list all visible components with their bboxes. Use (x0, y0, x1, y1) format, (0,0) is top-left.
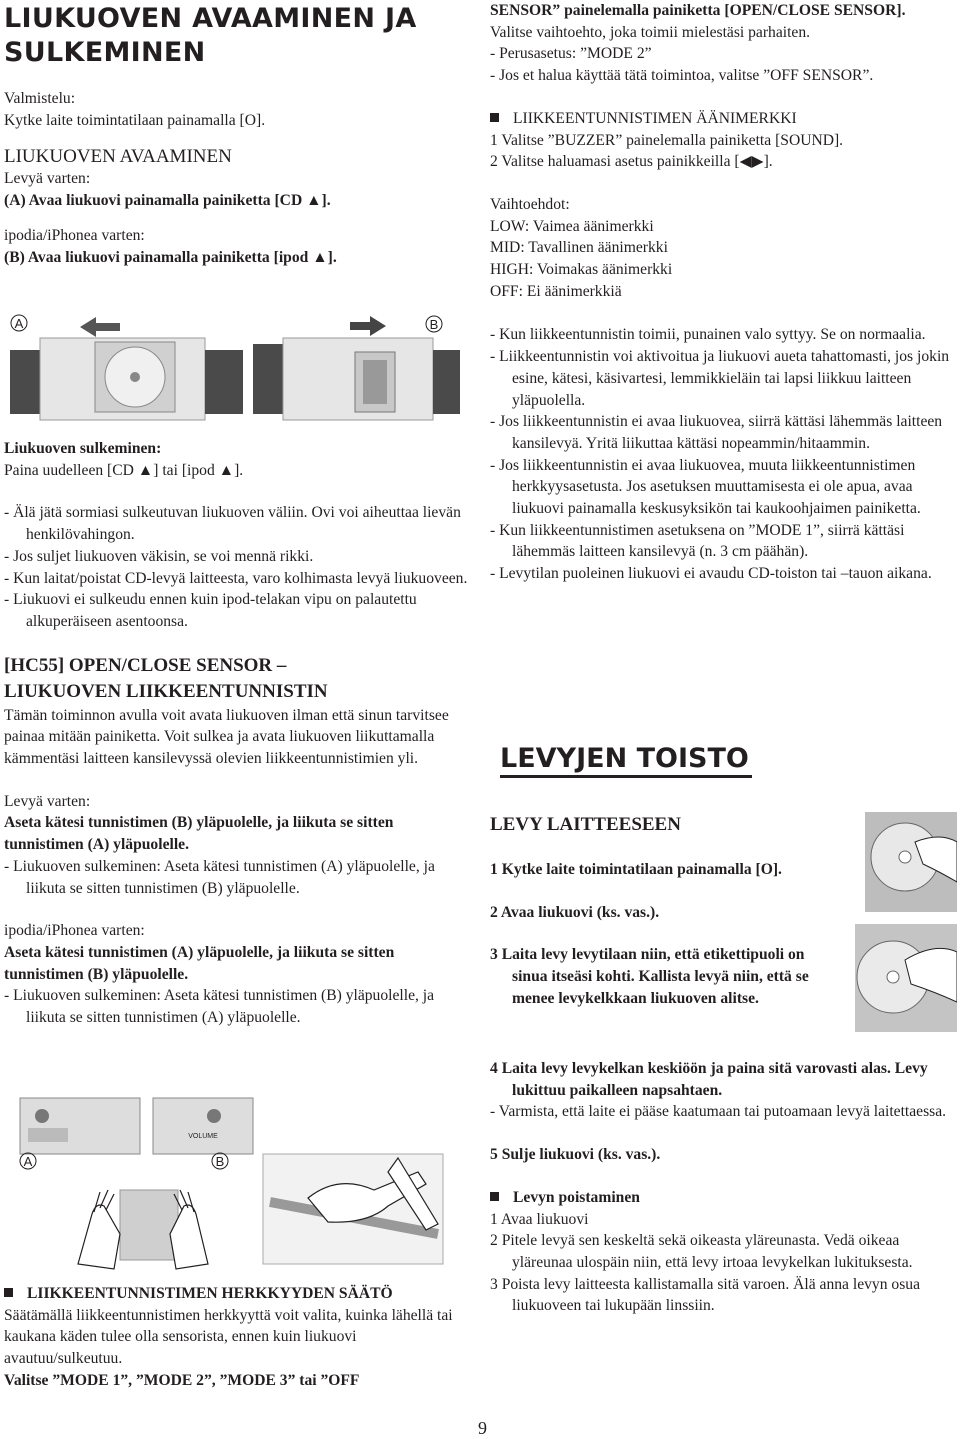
sensor-heading-line2: LIUKUOVEN LIIKKEENTUNNISTIN (4, 680, 328, 702)
buzzer-step-1: 1 Valitse ”BUZZER” painelemalla painiketta [SOUND]. (490, 131, 844, 149)
sensor-disc-bold: Aseta kätesi tunnistimen (B) yläpuolelle, ja liikuta se sitten tunnistimen (A) yläpuolelle. (4, 814, 394, 854)
disc-step: (A) Avaa liukuovi painamalla painiketta [CD ▲]. (4, 192, 331, 210)
ipod-step: (B) Avaa liukuovi painamalla painiketta [ipod ▲]. (4, 248, 337, 266)
sensitivity-block (4, 1283, 474, 1392)
continued-bold: SENSOR” painelemalla painiketta [OPEN/CLOSE SENSOR]. (490, 2, 906, 19)
sensor-a-icon (35, 1109, 49, 1123)
page-number: 9 (478, 1418, 487, 1438)
sensor-ipod-close: - Liukuoven sulkeminen: Aseta kätesi tunnistimen (B) yläpuolelle, ja liikuta se sitten tunnistimen (A) yläpuolelle. (4, 987, 435, 1027)
right-speaker (253, 344, 283, 414)
option-low: LOW: Vaimea äänimerkki (490, 217, 654, 235)
load-step-2: 2 Avaa liukuovi (ks. vas.). (490, 903, 660, 921)
section-title-line1: LIUKUOVEN AVAAMINEN JA (4, 3, 417, 34)
note-5: - Kun liikkeentunnistimen asetuksena on ”MODE 1”, siirrä kättäsi lähemmäs laitteen kansilevyä (n. 3 cm päähän). (490, 521, 905, 561)
panel-left (20, 1098, 140, 1154)
open-heading: LIUKUOVEN AVAAMINEN (4, 146, 232, 168)
sensor-disc-label: Levyä varten: (4, 792, 91, 810)
prep-text: Kytke laite toimintatilaan painamalla [O]. (4, 111, 266, 129)
note-4: - Jos liikkeentunnistin ei avaa liukuovea, muuta liikkeentunnistimen herkkyysasetusta. Jos asetuksen muuttamisesta ei ole apua, avaa liukuovi painamalla keskusyksikön tai kaukoohjaimen painiketta. (490, 456, 921, 518)
sensor-disc-close: - Liukuoven sulkeminen: Aseta kätesi tunnistimen (A) yläpuolelle, ja liikuta se sitten tunnistimen (B) yläpuolelle. (4, 857, 435, 897)
load-step-4: 4 Laita levy levykelkan keskiöön ja paina sitä varovasti alas. Levy lukittuu paikalleen napsahtaen. (490, 1060, 928, 1099)
load-block-2 (490, 1058, 952, 1317)
close-block (4, 438, 474, 1029)
load-step-1: 1 Kytke laite toimintatilaan painamalla [O]. (490, 861, 782, 878)
note-6: - Levytilan puoleinen liukuovi ei avaudu CD-toiston tai –tauon aikana. (490, 565, 932, 583)
sensitivity-heading: LIIKKEENTUNNISTIMEN HERKKYYDEN SÄÄTÖ (27, 1285, 393, 1302)
sensor-hands-figure (8, 1094, 448, 1274)
prep-label: Valmistelu: (4, 90, 76, 107)
load-heading: LEVY LAITTEESEEN (490, 814, 681, 835)
sensitivity-bold: Valitse ”MODE 1”, ”MODE 2”, ”MODE 3” tai ”OFF (4, 1371, 360, 1389)
cont-line-2: - Perusasetus: ”MODE 2” (490, 45, 652, 63)
remove-heading: Levyn poistaminen (513, 1188, 640, 1206)
sensor-intro: Tämän toiminnon avulla voit avata liukuoven ilman että sinun tarvitsee painaa mitään painiketta. Voit sulkea ja avata liukuoven liikuttamalla kämmentäsi laitteen kansilevyssä olevien liikkeentunnistimien yli. (4, 706, 449, 768)
buzzer-step-2: 2 Valitse haluamasi asetus painikkeilla [◀▶]. (490, 153, 773, 171)
options-label: Vaihtoehdot: (490, 195, 570, 213)
close-heading: Liukuoven sulkeminen: (4, 440, 162, 457)
load-step-3: 3 Laita levy levytilaan niin, että etikettipuoli on sinua itseäsi kohti. Kallista levyä niin, että se menee levykelkkaan liukuoven alitse. (490, 946, 809, 1007)
note-3: - Jos liikkeentunnistin ei avaa liukuovea, siirrä kättäsi lähemmäs laitteen kansilevyä. Yritä liikuttaa kättäsi nopeammin/hitaammin. (490, 413, 943, 452)
cont-line-1: Valitse vaihtoehto, joka toimii mielestäsi parhaiten. (490, 23, 811, 41)
remove-step-3: 3 Poista levy laitteesta kallistamalla sitä varoen. Älä anna levyn osua liukuoveen tai lukupään linssiin. (490, 1275, 921, 1315)
ipod-label: ipodia/iPhonea varten: (4, 226, 145, 244)
unit-door-figure (0, 308, 470, 426)
remove-step-2: 2 Pitele levyä sen keskeltä sekä oikeasta yläreunasta. Vedä oikeaa yläreunaa ulospäin niin, että levy irtoaa levykelkan lukituksesta. (490, 1232, 913, 1271)
option-high: HIGH: Voimakas äänimerkki (490, 261, 673, 279)
section-title-line2: SULKEMINEN (4, 37, 206, 68)
bullet-square-icon (4, 1288, 13, 1297)
arrow-left-icon (80, 317, 120, 337)
label-b-text: B (429, 317, 439, 332)
svg-text:B: B (215, 1154, 225, 1169)
left-column (4, 0, 474, 268)
option-mid: MID: Tavallinen äänimerkki (490, 239, 668, 257)
disc-insert-figure (845, 812, 957, 1032)
arrow-right-icon (350, 316, 386, 336)
left-speaker (10, 350, 40, 414)
option-off: OFF: Ei äänimerkkiä (490, 282, 622, 300)
play-section-title: LEVYJEN TOISTO (500, 742, 800, 778)
svg-text:VOLUME: VOLUME (188, 1133, 218, 1140)
buzzer-heading: LIIKKEENTUNNISTIMEN ÄÄNIMERKKI (513, 109, 797, 127)
load-step-5: 5 Sulje liukuovi (ks. vas.). (490, 1146, 661, 1164)
disc-label: Levyä varten: (4, 170, 91, 188)
sensor-heading-line1: [HC55] OPEN/CLOSE SENSOR – (4, 654, 287, 676)
sensitivity-text: Säätämällä liikkeentunnistimen herkkyyttä voit valita, kuinka lähellä tai kaukana käden tulee olla sensorista, ennen kuin liukuovi avautuu/sulkeutuu. (4, 1306, 453, 1368)
load-note: - Varmista, että laite ei pääse kaatumaan tai putoamaan levyä laitettaessa. (490, 1103, 947, 1121)
label-a-text: A (14, 316, 24, 331)
note-1: - Kun liikkeentunnistin toimii, punainen valo syttyy. Se on normaalia. (490, 326, 926, 344)
svg-text:A: A (23, 1154, 33, 1169)
hand-left-icon (78, 1190, 120, 1269)
sensor-ipod-bold: Aseta kätesi tunnistimen (A) yläpuolelle, ja liikuta se sitten tunnistimen (B) yläpuolelle. (4, 943, 395, 983)
warning-3: - Kun laitat/poistat CD-levyä laitteesta, varo kolhimasta levyä liukuoveen. (4, 569, 468, 587)
close-text: Paina uudelleen [CD ▲] tai [ipod ▲]. (4, 461, 244, 479)
load-block (490, 812, 835, 1010)
bullet-square-icon (490, 113, 499, 122)
cont-line-3: - Jos et halua käyttää tätä toimintoa, valitse ”OFF SENSOR”. (490, 67, 874, 85)
warning-4: - Liukuovi ei sulkeudu ennen kuin ipod-telakan vipu on palautettu alkuperäiseen asentoonsa. (4, 591, 417, 630)
remove-step-1: 1 Avaa liukuovi (490, 1210, 589, 1228)
panel-right (153, 1098, 253, 1154)
warning-1: - Älä jätä sormiasi sulkeutuvan liukuoven väliin. Ovi voi aiheuttaa lievän henkilövahingon. (4, 504, 461, 544)
right-column (490, 0, 952, 585)
warning-2: - Jos suljet liukuoven väkisin, se voi mennä rikki. (4, 547, 314, 565)
sensor-ipod-label: ipodia/iPhonea varten: (4, 922, 145, 940)
note-2: - Liikkeentunnistin voi aktivoitua ja liukuovi aueta tahattomasti, jos jokin esine, kätesi, käsivartesi, lemmikkieläin tai lapsi liikkuu laitteen yläpuolella. (490, 348, 950, 409)
sensor-b-icon (207, 1109, 221, 1123)
bullet-square-icon (490, 1192, 499, 1201)
